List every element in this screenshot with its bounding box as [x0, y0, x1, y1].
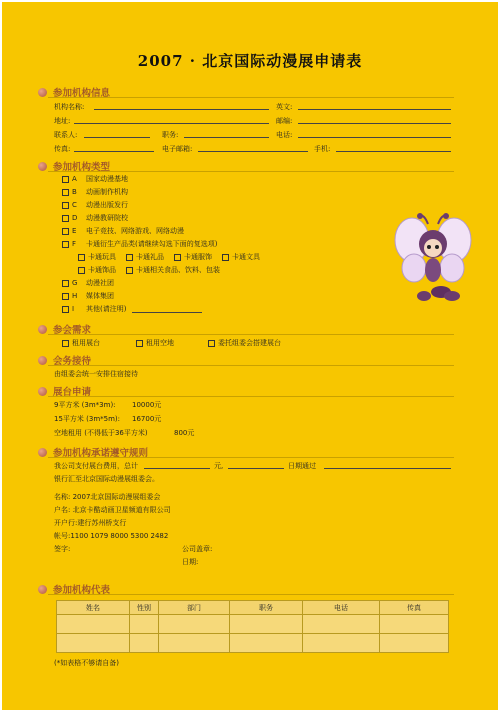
- date-label: 日期:: [182, 558, 199, 566]
- org-name-label: 机构名称:: [54, 103, 85, 111]
- divider: [48, 396, 454, 397]
- email-field[interactable]: [198, 151, 308, 152]
- checkbox[interactable]: [62, 189, 69, 196]
- section-title: 展台申请: [53, 387, 92, 398]
- fax-field[interactable]: [74, 151, 154, 152]
- checkbox[interactable]: [62, 340, 69, 347]
- bullet-icon: [38, 325, 47, 334]
- stamp-label: 公司盖章:: [182, 545, 213, 553]
- checkbox[interactable]: [174, 254, 181, 261]
- bank-name: 开户行:建行苏州桥支行: [54, 519, 127, 527]
- checkbox[interactable]: [78, 254, 85, 261]
- meeting-option[interactable]: 租用展台: [62, 338, 100, 348]
- table-header-row: [57, 601, 449, 615]
- section-title: 参会需求: [53, 325, 92, 336]
- page-title: 2007 · 北京国际动漫展申请表: [137, 52, 363, 70]
- other-field[interactable]: [132, 312, 202, 313]
- checkbox[interactable]: [62, 293, 69, 300]
- booth-price-9: 10000元: [132, 401, 162, 409]
- type-option[interactable]: E 电子竞技、网络游戏、网络动漫: [62, 226, 184, 236]
- postcode-field[interactable]: [298, 123, 451, 124]
- account-number: 帐号:1100 1079 8000 5300 2482: [54, 532, 169, 540]
- reps-table: [56, 600, 449, 653]
- section-title: 会务接待: [53, 356, 92, 367]
- footnote: (*如表格不够请自备): [54, 659, 119, 667]
- english-field[interactable]: [298, 109, 451, 110]
- section-title: 参加机构类型: [53, 162, 111, 173]
- bullet-icon: [38, 162, 47, 171]
- checkbox[interactable]: [62, 241, 69, 248]
- table-cell[interactable]: [230, 615, 303, 634]
- org-name-field[interactable]: [94, 109, 269, 110]
- checkbox[interactable]: [62, 228, 69, 235]
- postcode-label: 邮编:: [276, 117, 293, 125]
- col-header: 职务: [230, 601, 303, 615]
- meeting-option[interactable]: 委托组委会搭建展台: [208, 338, 281, 348]
- reception-text: 由组委会统一安排住宿接待: [54, 370, 138, 378]
- checkbox[interactable]: [62, 176, 69, 183]
- col-header: 传真: [380, 601, 449, 615]
- section-title: 参加机构信息: [53, 88, 111, 99]
- table-row: [57, 615, 449, 634]
- table-cell[interactable]: [303, 634, 380, 653]
- commitment-line2: 银行汇至北京国际动漫展组委会。: [54, 475, 159, 483]
- booth-size-15: 15平方米 (3m*5m):: [54, 415, 120, 423]
- col-header: 姓名: [57, 601, 130, 615]
- table-cell[interactable]: [380, 634, 449, 653]
- checkbox[interactable]: [78, 267, 85, 274]
- position-field[interactable]: [184, 137, 269, 138]
- meeting-option[interactable]: 租用空地: [136, 338, 174, 348]
- table-cell[interactable]: [303, 615, 380, 634]
- payment-text: 我公司支付展台费用，总计: [54, 462, 138, 470]
- table-cell[interactable]: [130, 634, 159, 653]
- subtype-option[interactable]: 卡通饰品: [78, 265, 116, 275]
- col-header: 电话: [303, 601, 380, 615]
- mascot-illustration: [394, 210, 472, 306]
- checkbox[interactable]: [136, 340, 143, 347]
- checkbox[interactable]: [208, 340, 215, 347]
- bullet-icon: [38, 387, 47, 396]
- booth-size-9: 9平方米 (3m*3m):: [54, 401, 116, 409]
- booth-price-15: 16700元: [132, 415, 162, 423]
- bullet-icon: [38, 356, 47, 365]
- position-label: 职务:: [162, 131, 179, 139]
- checkbox[interactable]: [62, 202, 69, 209]
- subtype-option[interactable]: 卡通礼品: [126, 252, 164, 262]
- checkbox[interactable]: [62, 215, 69, 222]
- contact-label: 联系人:: [54, 131, 78, 139]
- address-label: 地址:: [54, 117, 71, 125]
- col-header: 性别: [130, 601, 159, 615]
- bullet-icon: [38, 448, 47, 457]
- type-option[interactable]: G 动漫社团: [62, 278, 114, 288]
- divider: [48, 457, 454, 458]
- type-option[interactable]: D 动漫教研院校: [62, 213, 128, 223]
- signature-label: 签字:: [54, 545, 71, 553]
- bank-field[interactable]: [324, 468, 451, 469]
- mobile-label: 手机:: [314, 145, 331, 153]
- col-header: 部门: [159, 601, 230, 615]
- booth-price-space: 800元: [174, 429, 195, 437]
- type-option[interactable]: H 媒体集团: [62, 291, 114, 301]
- section-title: 参加机构代表: [53, 585, 111, 596]
- payment-amount-field[interactable]: [144, 468, 210, 469]
- checkbox[interactable]: [126, 267, 133, 274]
- divider: [48, 97, 454, 98]
- yuan-label: 元,: [214, 462, 224, 470]
- type-option[interactable]: C 动漫出版发行: [62, 200, 128, 210]
- phone-field[interactable]: [298, 137, 451, 138]
- type-option[interactable]: B 动画制作机构: [62, 187, 128, 197]
- divider: [48, 594, 454, 595]
- table-row: [57, 634, 449, 653]
- checkbox[interactable]: [126, 254, 133, 261]
- subtype-option[interactable]: 卡通服饰: [174, 252, 212, 262]
- divider: [48, 365, 454, 366]
- date-through-label: 日期通过: [288, 462, 316, 470]
- checkbox[interactable]: [62, 280, 69, 287]
- section-title: 参加机构承诺遵守规则: [53, 448, 149, 459]
- table-cell[interactable]: [57, 615, 130, 634]
- mobile-field[interactable]: [336, 151, 451, 152]
- divider: [48, 171, 454, 172]
- table-cell[interactable]: [57, 634, 130, 653]
- type-option[interactable]: I 其他(请注明): [62, 304, 126, 314]
- table-cell[interactable]: [159, 634, 230, 653]
- type-option[interactable]: F 卡通衍生产品类(请继续勾选下面的复选项): [62, 239, 217, 249]
- booth-space: 空地租用 (不得低于36平方米): [54, 429, 148, 437]
- english-label: 英文:: [276, 103, 293, 111]
- contact-field[interactable]: [84, 137, 150, 138]
- account-name: 户名: 北京卡酷动画卫星频道有限公司: [54, 506, 171, 514]
- subtype-option[interactable]: 卡通相关食品、饮料、包装: [126, 265, 220, 275]
- table-cell[interactable]: [159, 615, 230, 634]
- divider: [48, 334, 454, 335]
- table-cell[interactable]: [230, 634, 303, 653]
- bullet-icon: [38, 88, 47, 97]
- email-label: 电子邮箱:: [162, 145, 193, 153]
- subtype-option[interactable]: 卡通文具: [222, 252, 260, 262]
- application-form: [2, 2, 498, 710]
- bullet-icon: [38, 585, 47, 594]
- table-cell[interactable]: [380, 615, 449, 634]
- payment-date-field[interactable]: [228, 468, 284, 469]
- payee-name: 名称: 2007北京国际动漫展组委会: [54, 493, 161, 501]
- fax-label: 传真:: [54, 145, 71, 153]
- checkbox[interactable]: [222, 254, 229, 261]
- phone-label: 电话:: [276, 131, 293, 139]
- type-option[interactable]: A 国家动漫基地: [62, 174, 128, 184]
- subtype-option[interactable]: 卡通玩具: [78, 252, 116, 262]
- address-field[interactable]: [74, 123, 269, 124]
- table-cell[interactable]: [130, 615, 159, 634]
- checkbox[interactable]: [62, 306, 69, 313]
